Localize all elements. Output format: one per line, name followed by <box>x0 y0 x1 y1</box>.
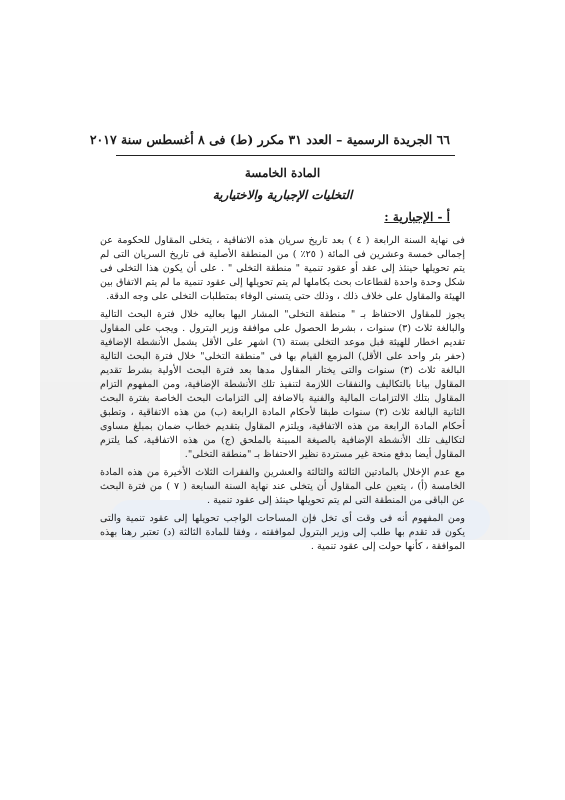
article-subtitle: التخليات الإجبارية والاختيارية <box>212 188 353 202</box>
gazette-header: ٦٦ الجريدة الرسمية – العدد ٣١ مكرر (ط) فى ٨ أغسطس سنة ٢٠١٧ <box>89 132 450 147</box>
paragraph: فى نهاية السنة الرابعة ( ٤ ) بعد تاريخ سريان هذه الاتفاقية ، يتخلى المقاول للحكومة عن إجمالى خمسة وعشرين فى المائة ( ٢٥٪ ) من المنطقة الأصلية فى تاريخ السريان التى لم يتم تحويلها حينئذ إلى عقد أو عقود تنمية " منطقة التخلى " . على أن يكون هذا التخلى فى شكل وحدة واحدة لقطاعات بحث بكاملها لم يتم تحويلها إلى عقود تنمية ما لم يتم الاتفاق بين الهيئة والمقاول على خلاف ذلك ، وذلك حتى يتسنى الوفاء بمتطلبات التخلى على وجه الدقة. <box>100 235 465 302</box>
article-body <box>100 234 465 558</box>
paragraph: مع عدم الإخلال بالمادتين الثالثة والثالثة والعشرين والفقرات الثلاث الأخيرة من هذه المادة الخامسة (أ) ، يتعين على المقاول أن يتخلى عند نهاية السنة السابعة ( ٧ ) من فترة البحث عن الباقى من المنطقة التى لم يتم تحويلها حينئذ إلى عقود تنمية . <box>100 467 466 506</box>
header-rule <box>116 155 455 156</box>
article-title: المادة الخامسة <box>244 166 321 180</box>
section-heading: أ - الإجبارية : <box>384 210 450 224</box>
paragraph: ومن المفهوم أنه فى وقت أى تخل فإن المساحات الواجب تحويلها إلى عقود تنمية والتى يكون قد تقدم بها طلب إلى وزير البترول لموافقته ، وفقا للمادة الثالثة (د) تعتبر رهنا بهذه الموافقة ، كأنها حولت إلى عقود تنمية . <box>100 513 465 552</box>
paragraph: يجوز للمقاول الاحتفاظ بـ " منطقة التخلى" المشار اليها بعاليه خلال فترة البحث التالية والبالغة ثلاث (٣) سنوات ، بشرط الحصول على موافقة وزير البترول . ويجب على المقاول تقديم اخطار للهيئة قبل موعد التخلى بستة (٦) اشهر على الأقل يشمل الأنشطة الإضافية (حفر بئر واحد على الأقل) المزمع القيام بها فى "منطقة التخلى" خلال فترة البحث التالية البالغة ثلاث (٣) سنوات والتى يختار المقاول مدها بعد فترة البحث الأولية بشرط تقديم المقاول بيانا بالتكاليف والنفقات اللازمة لتنفيذ تلك الأنشطة الإضافية، ومن المفهوم التزام المقاول بتلك الالتزامات المالية والفنية بالاضافة إلى التزامات البحث الخاصة بفترة البحث الثانية البالغة ثلاث (٣) سنوات طبقا لأحكام المادة الرابعة (ب) من هذه الاتفاقية ، وتطبق أحكام المادة الرابعة من هذه الاتفاقية، ويلتزم المقاول بتقديم خطاب ضمان بمبلغ مساوى لتكاليف تلك الأنشطة الإضافية بالصيغة المبينة بالملحق (ج) من هذه الاتفاقية، كما يلتزم المقاول أيضا بدفع منحة غير مستردة نظير الاحتفاظ بـ "منطقة التخلى". <box>100 309 465 460</box>
